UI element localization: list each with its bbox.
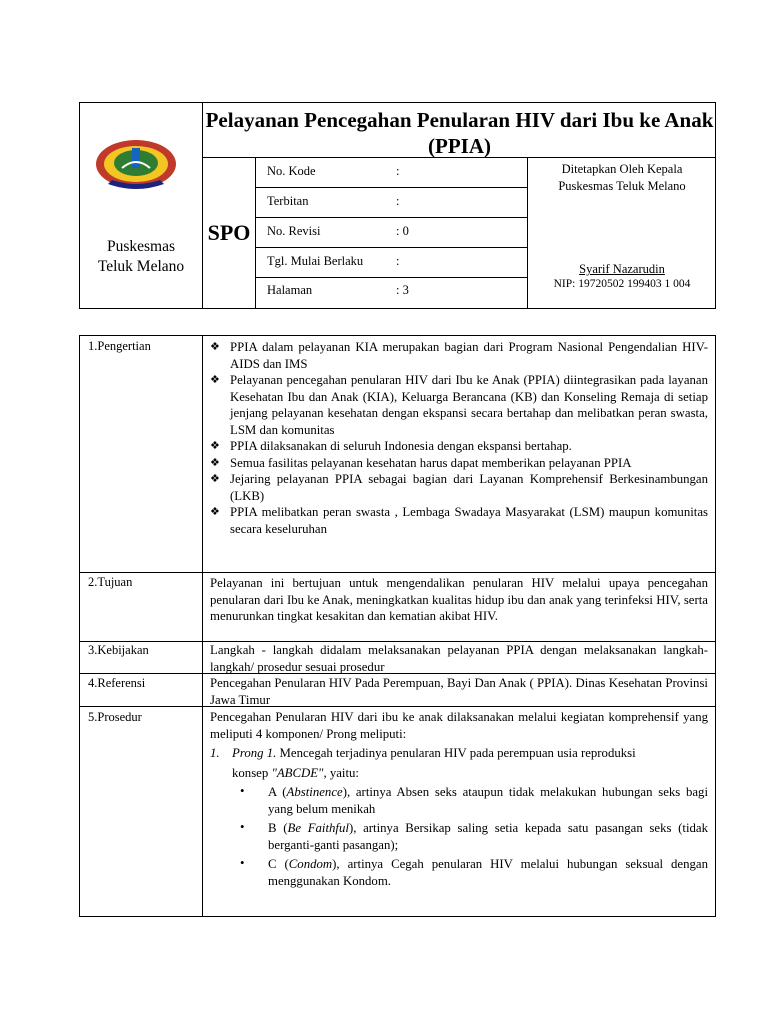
district-emblem-logo <box>94 138 178 190</box>
concept-line: konsep "ABCDE", yaitu: <box>232 765 359 780</box>
bullet-dot-icon: • <box>240 784 245 798</box>
field-value-kode: : <box>396 164 400 178</box>
diamond-bullet-icon: ❖ <box>210 473 220 485</box>
list-item: • A (Abstinence), artinya Absen seks ataupun tidak melakukan hubungan seks bagi yang belum menikah <box>240 784 709 816</box>
prong-name: Prong 1. <box>232 746 277 760</box>
section-label-pengertian: 1.Pengertian <box>88 339 151 353</box>
field-value-terbitan: : <box>396 194 400 208</box>
prong-item <box>210 745 708 762</box>
list-item: ❖ Jejaring pelayanan PPIA sebagai bagian dari Layanan Komprehensif Berkesinambungan (LKB) <box>210 472 708 503</box>
prong-text: Mencegah terjadinya penularan HIV pada perempuan usia reproduksi <box>276 746 636 760</box>
field-value-revisi: : 0 <box>396 224 409 238</box>
section-label-referensi: 4.Referensi <box>88 676 146 690</box>
section-content-tujuan: Pelayanan ini bertujuan untuk mengendalikan penularan HIV melalui upaya pencegahan penularan dari Ibu ke Anak, meningkatkan kualitas hidup ibu dan anak yang terinfeksi HIV, serta menurunkan tingkat kesakitan dan kematian akibat HIV. <box>210 576 708 623</box>
procedure-table <box>79 335 716 917</box>
field-value-tanggal: : <box>396 254 400 268</box>
diamond-bullet-icon: ❖ <box>210 341 220 353</box>
field-label-tanggal: Tgl. Mulai Berlaku <box>267 254 364 268</box>
list-item: ❖ Semua fasilitas pelayanan kesehatan harus dapat memberikan pelayanan PPIA <box>210 455 632 470</box>
prosedur-intro: Pencegahan Penularan HIV dari ibu ke anak dilaksanakan melalui kegiatan komprehensif yang meliputi 4 komponen/ Prong meliputi: <box>210 710 708 741</box>
bullet-dot-icon: • <box>240 820 245 834</box>
section-label-kebijakan: 3.Kebijakan <box>88 643 149 657</box>
list-item: ❖ PPIA melibatkan peran swasta , Lembaga Swadaya Masyarakat (LSM) maupun komunitas secara keseluruhan <box>210 505 708 536</box>
diamond-bullet-icon: ❖ <box>210 374 220 386</box>
list-item: ❖ Pelayanan pencegahan penularan HIV dari Ibu ke Anak (PPIA) diintegrasikan pada layanan Kesehatan Ibu dan Anak (KIA), Keluarga Berancana (KB) dan Konseling Remaja di setiap jenjang pelayanan kesehatan dengan ekspansi secara bertahap dan melibatkan peran swasta, LSM dan komunitas <box>210 373 708 437</box>
section-content-referensi: Pencegahan Penularan HIV Pada Perempuan, Bayi Dan Anak ( PPIA). Dinas Kesehatan Provinsi Jawa Timur <box>210 676 708 707</box>
field-label-terbitan: Terbitan <box>267 194 309 208</box>
diamond-bullet-icon: ❖ <box>210 440 220 452</box>
list-item: ❖ PPIA dalam pelayanan KIA merupakan bagian dari Program Nasional Pengendalian HIV-AIDS dan IMS <box>210 340 708 371</box>
field-label-kode: No. Kode <box>267 164 316 178</box>
list-item: • B (Be Faithful), artinya Bersikap saling setia kepada satu pasangan seks (tidak berganti-ganti pasangan); <box>240 820 709 852</box>
diamond-bullet-icon: ❖ <box>210 506 220 518</box>
section-label-tujuan: 2.Tujuan <box>88 575 133 589</box>
list-item: ❖ PPIA dilaksanakan di seluruh Indonesia dengan ekspansi bertahap. <box>210 439 572 453</box>
section-label-prosedur: 5.Prosedur <box>88 710 142 724</box>
signer-nip: NIP: 19720502 199403 1 004 <box>553 278 691 290</box>
signer-name: Syarif Nazarudin <box>579 262 665 276</box>
prong-number: 1. <box>210 746 220 760</box>
doc-type-label: SPO <box>207 220 251 245</box>
section-content-prosedur <box>210 709 708 889</box>
diamond-bullet-icon: ❖ <box>210 456 220 469</box>
header-table <box>79 102 716 309</box>
field-value-halaman: : 3 <box>396 283 409 297</box>
bullet-dot-icon: • <box>240 856 245 870</box>
list-item: • C (Condom), artinya Cegah penularan HIV melalui hubungan seksual dengan menggunakan Kondom. <box>240 856 708 888</box>
approval-text: Ditetapkan Oleh Kepala Puskesmas Teluk Melano <box>558 162 686 193</box>
section-content-kebijakan: Langkah - langkah didalam melaksanakan pelayanan PPIA dengan melaksanakan langkah- langkah/ prosedur sesuai prosedur <box>210 643 708 674</box>
document-title: Pelayanan Pencegahan Penularan HIV dari Ibu ke Anak (PPIA) <box>205 108 714 158</box>
field-label-revisi: No. Revisi <box>267 224 321 238</box>
section-content-pengertian <box>210 339 708 537</box>
field-label-halaman: Halaman <box>267 283 313 297</box>
organization-name: Puskesmas Teluk Melano <box>97 238 185 275</box>
concept-name: "ABCDE" <box>271 765 324 780</box>
